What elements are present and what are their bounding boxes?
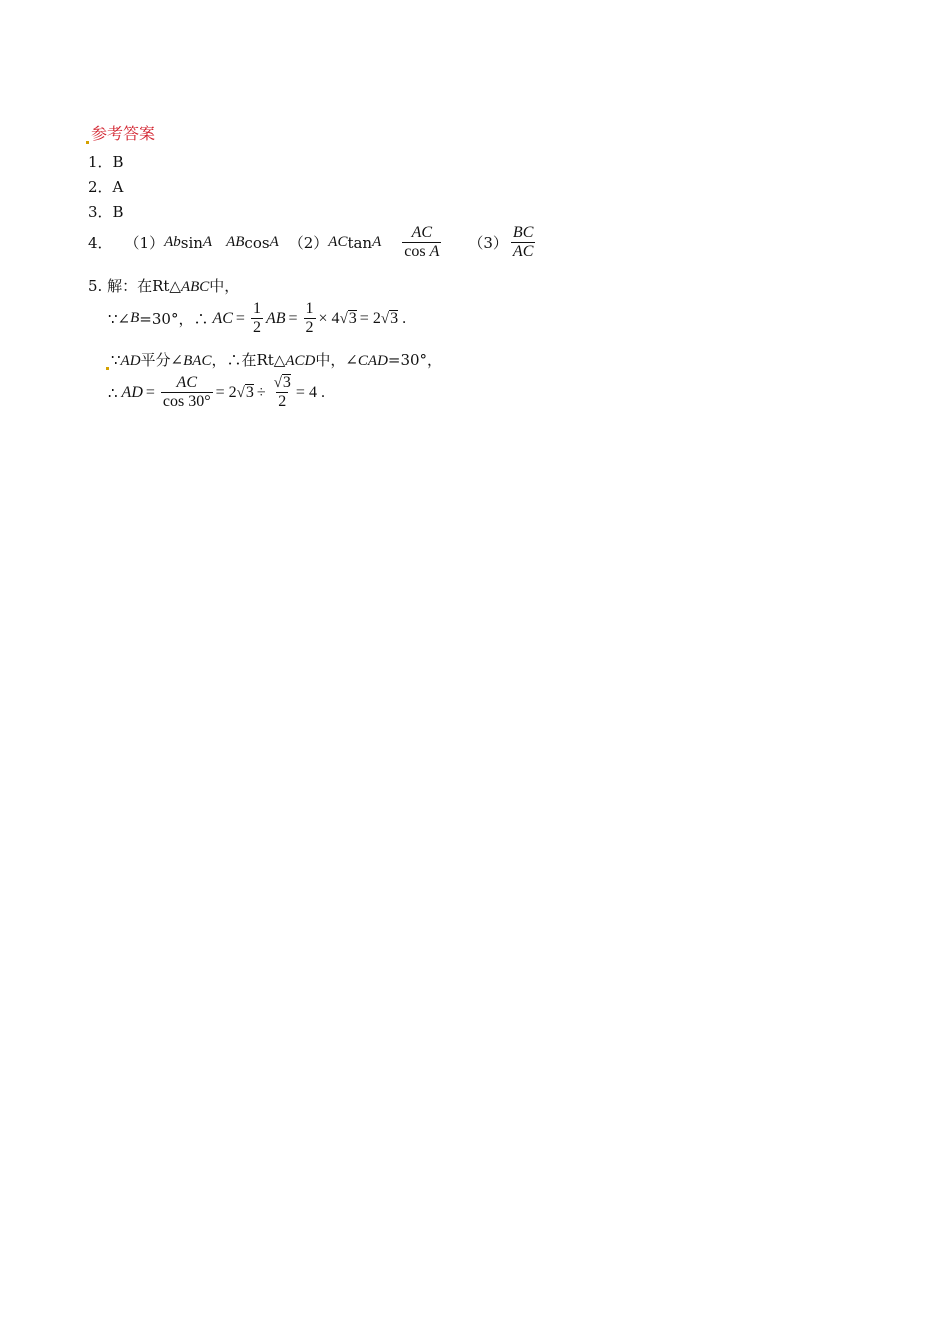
fraction-sqrt3-over-2: √ 3 2 (273, 374, 291, 411)
marker-icon (86, 141, 89, 144)
answer-heading: 参考答案 (86, 121, 155, 144)
answer-5-line-4: ∴ AD = $\frac{AC}{\cos 30^\circ}$ = 2 √ 3 ÷ √ 3 2 = 4 . (108, 374, 325, 411)
fraction-half-2: $\frac{1}{2}$ (305, 300, 314, 337)
sqrt-symbol: √ 3 (339, 309, 357, 327)
answer-4: 4． （1） Ab sin A AB cos A （2） AC tan A $\frac{AC}{\text{cos A}}$ （3） $\frac{BC}{AC}$ (88, 224, 534, 261)
sqrt-symbol: √ 3 (273, 374, 291, 392)
answer-1: 1．B (88, 153, 124, 171)
fraction-ac-over-cos30: $\frac{AC}{\cos 30^\circ}$ (162, 374, 211, 411)
answer-5-line-3: ∵AD平分∠BAC，∴在Rt△ACD中，∠CAD=30°， (106, 349, 442, 370)
fraction-half: $\frac{1}{2}$ (252, 300, 261, 337)
sqrt-symbol: √ 3 (236, 383, 254, 401)
answer-5-line-2: ∵∠ B =30° ，∴ AC = $\frac{1}{2}$ AB = $\frac{1}{2}$ × 4 √ 3 = 2 √ 3 . (108, 300, 407, 337)
sqrt-symbol: √ 3 (380, 309, 399, 327)
answer-2: 2．A (88, 178, 124, 196)
fraction-bc-over-ac: $\frac{BC}{AC}$ (512, 224, 534, 261)
answer-5-line-1: 5. 解：在Rt△ABC中， (88, 277, 240, 295)
marker-icon (106, 367, 109, 370)
answer-3: 3．B (88, 203, 124, 221)
fraction-ac-over-cosa: $\frac{AC}{\text{cos A}}$ (404, 224, 440, 261)
